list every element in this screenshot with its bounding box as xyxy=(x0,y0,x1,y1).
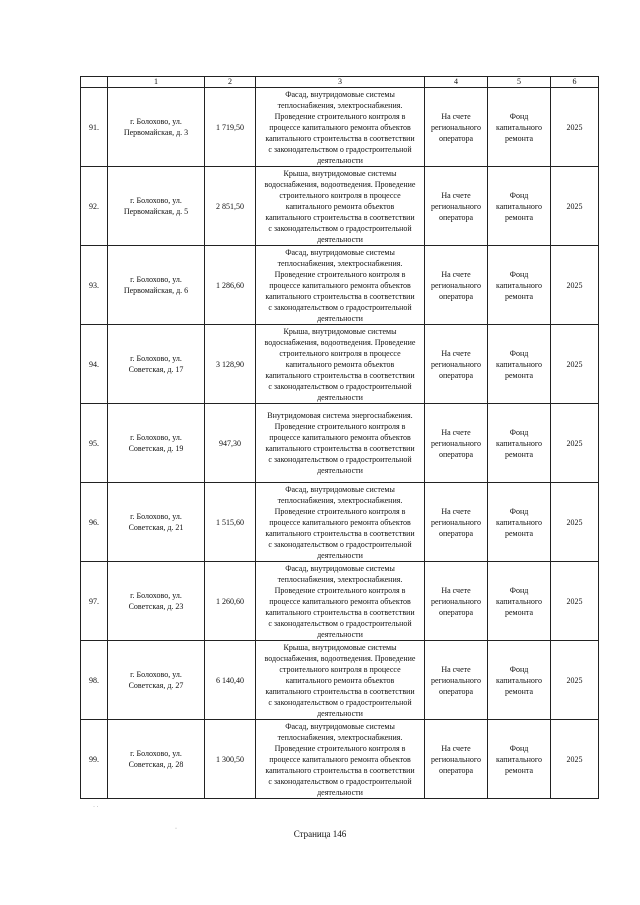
account-cell-line: регионального xyxy=(430,359,482,369)
work-description-cell-line: с законодательством о градостроительной xyxy=(268,144,412,154)
work-description-cell xyxy=(256,404,425,483)
address-cell-line: Советская, д. 27 xyxy=(128,681,184,690)
address-cell-line: г. Болохово, ул. xyxy=(130,591,182,600)
address-cell xyxy=(108,641,205,720)
header-cell: 5 xyxy=(488,77,551,88)
address-cell-line: Советская, д. 21 xyxy=(128,523,184,532)
work-description-cell-line: Проведение строительного контроля в xyxy=(274,422,406,431)
account-cell-line: На счете xyxy=(441,427,471,437)
row-number: 95. xyxy=(81,404,108,483)
header-cell: 2 xyxy=(205,77,256,88)
work-description-cell-line: Проведение строительного контроля в xyxy=(274,743,406,753)
year-cell: 2025 xyxy=(551,325,599,404)
table-row xyxy=(81,641,599,720)
row-number: 96. xyxy=(81,483,108,562)
header-cell: 1 xyxy=(108,77,205,88)
work-description-cell xyxy=(256,167,425,246)
work-description-cell-line: водоснабжения, водоотведения. Проведение xyxy=(264,653,416,663)
work-description-cell-line: с законодательством о градостроительной xyxy=(268,381,412,391)
address-cell-line: г. Болохово, ул. xyxy=(130,670,182,679)
funding-source-cell-line: капитального xyxy=(496,754,542,764)
work-description-cell-line: водоснабжения, водоотведения. Проведение xyxy=(264,337,416,347)
cost-cell: 1 286,60 xyxy=(205,246,256,325)
year-cell: 2025 xyxy=(551,562,599,641)
account-cell xyxy=(425,720,488,799)
work-description-cell-line: деятельности xyxy=(317,234,363,244)
funding-source-cell-line: ремонта xyxy=(504,212,534,222)
funding-source-cell-line: ремонта xyxy=(504,133,534,143)
work-description-cell-line: Проведение строительного контроля в xyxy=(274,269,406,279)
account-cell-line: На счете xyxy=(441,743,471,753)
funding-source-cell-line: капитального xyxy=(496,122,542,132)
address-cell xyxy=(108,483,205,562)
funding-source-cell-line: капитального xyxy=(496,201,542,211)
work-description-cell-line: процессе капитального ремонта объектов xyxy=(269,754,411,764)
account-cell-line: На счете xyxy=(441,269,471,279)
work-description-cell-line: процессе капитального ремонта объектов xyxy=(269,596,411,606)
work-description-cell-line: Фасад, внутридомовые системы xyxy=(285,247,395,257)
work-description-cell xyxy=(256,88,425,167)
funding-source-cell xyxy=(488,325,551,404)
funding-source-cell xyxy=(488,88,551,167)
account-cell-line: оператора xyxy=(438,291,474,301)
work-description-cell-line: с законодательством о градостроительной xyxy=(268,618,412,628)
account-cell-line: На счете xyxy=(441,111,471,121)
account-cell-line: оператора xyxy=(438,133,474,143)
address-cell-line: Советская, д. 28 xyxy=(128,760,184,769)
work-description-cell-line: процессе капитального ремонта объектов xyxy=(269,280,411,290)
work-description-cell-line: Проведение строительного контроля в xyxy=(274,111,406,121)
work-description-cell-line: капитального строительства в соответствии xyxy=(265,528,415,538)
table-row xyxy=(81,562,599,641)
funding-source-cell-line: Фонд xyxy=(509,427,529,437)
funding-source-cell-line: капитального xyxy=(496,280,542,290)
account-cell-line: На счете xyxy=(441,664,471,674)
work-description-cell-line: капитального строительства в соответствии xyxy=(265,212,415,222)
work-description-cell-line: с законодательством о градостроительной xyxy=(268,302,412,312)
work-description-cell-line: водоснабжения, водоотведения. Проведение xyxy=(264,179,416,189)
account-cell xyxy=(425,325,488,404)
work-description-cell-line: капитального ремонта объектов xyxy=(285,359,395,369)
address-cell-line: Первомайская, д. 3 xyxy=(123,128,189,137)
account-cell-line: оператора xyxy=(438,212,474,222)
account-cell xyxy=(425,404,488,483)
funding-source-cell-line: ремонта xyxy=(504,370,534,380)
year-cell: 2025 xyxy=(551,720,599,799)
account-cell xyxy=(425,641,488,720)
address-cell-line: г. Болохово, ул. xyxy=(130,117,182,126)
address-cell-line: Советская, д. 19 xyxy=(128,444,184,453)
account-cell-line: регионального xyxy=(430,280,482,290)
work-description-cell-line: капитального строительства в соответствии xyxy=(265,370,415,380)
funding-source-cell xyxy=(488,562,551,641)
funding-source-cell-line: ремонта xyxy=(504,291,534,301)
account-cell-line: регионального xyxy=(430,596,482,606)
year-cell: 2025 xyxy=(551,88,599,167)
year-cell: 2025 xyxy=(551,641,599,720)
funding-source-cell-line: Фонд xyxy=(509,269,529,279)
account-cell-line: регионального xyxy=(430,122,482,132)
cost-cell: 947,30 xyxy=(205,404,256,483)
work-description-cell-line: капитального ремонта объектов xyxy=(285,675,395,685)
work-description-cell xyxy=(256,562,425,641)
work-description-cell xyxy=(256,641,425,720)
work-description-cell-line: процессе капитального ремонта объектов xyxy=(269,433,411,442)
funding-source-cell-line: ремонта xyxy=(504,686,534,696)
work-description-cell-line: капитального строительства в соответствии xyxy=(265,686,415,696)
work-description-cell xyxy=(256,720,425,799)
year-cell: 2025 xyxy=(551,483,599,562)
table-row xyxy=(81,325,599,404)
work-description-cell-line: с законодательством о градостроительной xyxy=(268,776,412,786)
work-description-cell-line: деятельности xyxy=(317,392,363,402)
funding-source-cell-line: Фонд xyxy=(509,348,529,358)
work-description-cell-line: строительного контроля в процессе xyxy=(279,348,401,358)
funding-source-cell-line: Фонд xyxy=(509,190,529,200)
work-description-cell-line: теплоснабжения, электроснабжения. xyxy=(277,574,403,584)
work-description-cell-line: процессе капитального ремонта объектов xyxy=(269,517,411,527)
address-cell xyxy=(108,325,205,404)
work-description-cell-line: капитального строительства в соответствии xyxy=(265,765,415,775)
work-description-cell xyxy=(256,483,425,562)
cost-cell: 2 851,50 xyxy=(205,167,256,246)
cost-cell: 1 719,50 xyxy=(205,88,256,167)
account-cell xyxy=(425,167,488,246)
work-description-cell-line: Фасад, внутридомовые системы xyxy=(285,484,395,494)
funding-source-cell-line: Фонд xyxy=(509,506,529,516)
account-cell-line: На счете xyxy=(441,585,471,595)
address-cell xyxy=(108,562,205,641)
cost-cell: 1 260,60 xyxy=(205,562,256,641)
funding-source-cell-line: ремонта xyxy=(504,607,534,617)
account-cell-line: На счете xyxy=(441,506,471,516)
cost-cell: 1 515,60 xyxy=(205,483,256,562)
funding-source-cell-line: капитального xyxy=(496,438,542,448)
header-cell: 3 xyxy=(256,77,425,88)
account-cell xyxy=(425,88,488,167)
account-cell xyxy=(425,246,488,325)
address-cell-line: г. Болохово, ул. xyxy=(130,749,182,758)
work-description-cell-line: процессе капитального ремонта объектов xyxy=(269,122,411,132)
funding-source-cell-line: ремонта xyxy=(504,449,534,459)
work-description-cell-line: деятельности xyxy=(317,550,363,560)
table-row xyxy=(81,720,599,799)
work-description-cell-line: с законодательством о градостроительной xyxy=(268,697,412,707)
account-cell-line: оператора xyxy=(438,449,474,459)
scan-speck: ˙ ˙ xyxy=(93,806,99,812)
funding-source-cell-line: ремонта xyxy=(504,528,534,538)
account-cell xyxy=(425,483,488,562)
funding-source-cell xyxy=(488,404,551,483)
work-description-cell-line: деятельности xyxy=(317,155,363,165)
funding-source-cell-line: ремонта xyxy=(504,765,534,775)
header-cell: 4 xyxy=(425,77,488,88)
address-cell-line: Первомайская, д. 5 xyxy=(123,207,189,216)
work-description-cell-line: капитального строительства в соответствии xyxy=(265,607,415,617)
work-description-cell-line: Проведение строительного контроля в xyxy=(274,506,406,516)
work-description-cell-line: теплоснабжения, электроснабжения. xyxy=(277,258,403,268)
address-cell-line: г. Болохово, ул. xyxy=(130,354,182,363)
work-description-cell-line: с законодательством о градостроительной xyxy=(268,455,412,464)
account-cell-line: На счете xyxy=(441,348,471,358)
row-number: 93. xyxy=(81,246,108,325)
address-cell xyxy=(108,720,205,799)
address-cell-line: Первомайская, д. 6 xyxy=(123,286,189,295)
address-cell xyxy=(108,246,205,325)
work-description-cell-line: теплоснабжения, электроснабжения. xyxy=(277,100,403,110)
row-number: 97. xyxy=(81,562,108,641)
account-cell-line: оператора xyxy=(438,686,474,696)
address-cell-line: г. Болохово, ул. xyxy=(130,433,182,442)
table-row xyxy=(81,404,599,483)
address-cell-line: г. Болохово, ул. xyxy=(130,196,182,205)
work-description-cell-line: деятельности xyxy=(317,787,363,797)
work-description-cell-line: капитального строительства в соответствии xyxy=(265,133,415,143)
funding-source-cell-line: капитального xyxy=(496,359,542,369)
work-description-cell-line: деятельности xyxy=(317,466,363,475)
funding-source-cell-line: Фонд xyxy=(509,111,529,121)
work-description-cell-line: с законодательством о градостроительной xyxy=(268,223,412,233)
year-cell: 2025 xyxy=(551,167,599,246)
table-row xyxy=(81,167,599,246)
row-number: 92. xyxy=(81,167,108,246)
cost-cell: 1 300,50 xyxy=(205,720,256,799)
row-number: 94. xyxy=(81,325,108,404)
row-number: 91. xyxy=(81,88,108,167)
funding-source-cell-line: Фонд xyxy=(509,664,529,674)
cost-cell: 3 128,90 xyxy=(205,325,256,404)
work-description-cell-line: Крыша, внутридомовые системы xyxy=(283,168,397,178)
address-cell xyxy=(108,404,205,483)
work-description-cell-line: капитального строительства в соответствии xyxy=(265,444,415,453)
row-number: 98. xyxy=(81,641,108,720)
account-cell-line: На счете xyxy=(441,190,471,200)
work-description-cell-line: капитального строительства в соответствии xyxy=(265,291,415,301)
account-cell-line: оператора xyxy=(438,765,474,775)
work-description-cell-line: теплоснабжения, электроснабжения. xyxy=(277,732,403,742)
work-description-cell-line: Крыша, внутридомовые системы xyxy=(283,642,397,652)
scan-speck: · xyxy=(175,826,177,832)
work-description-cell-line: строительного контроля в процессе xyxy=(279,190,401,200)
work-description-cell-line: деятельности xyxy=(317,313,363,323)
table-row xyxy=(81,483,599,562)
account-cell-line: регионального xyxy=(430,201,482,211)
account-cell xyxy=(425,562,488,641)
account-cell-line: регионального xyxy=(430,438,482,448)
account-cell-line: регионального xyxy=(430,675,482,685)
funding-source-cell-line: капитального xyxy=(496,675,542,685)
header-cell-blank xyxy=(81,77,108,88)
address-cell-line: г. Болохово, ул. xyxy=(130,512,182,521)
funding-source-cell xyxy=(488,246,551,325)
year-cell: 2025 xyxy=(551,404,599,483)
work-description-cell-line: теплоснабжения, электроснабжения. xyxy=(277,495,403,505)
work-description-cell-line: с законодательством о градостроительной xyxy=(268,539,412,549)
account-cell-line: оператора xyxy=(438,528,474,538)
work-description-cell-line: Фасад, внутридомовые системы xyxy=(285,563,395,573)
table-row xyxy=(81,88,599,167)
address-cell xyxy=(108,167,205,246)
work-description-cell-line: Фасад, внутридомовые системы xyxy=(285,721,395,731)
year-cell: 2025 xyxy=(551,246,599,325)
work-description-cell xyxy=(256,325,425,404)
work-description-cell-line: строительного контроля в процессе xyxy=(279,664,401,674)
account-cell-line: оператора xyxy=(438,370,474,380)
account-cell-line: регионального xyxy=(430,517,482,527)
cost-cell: 6 140,40 xyxy=(205,641,256,720)
funding-source-cell xyxy=(488,641,551,720)
work-description-cell-line: деятельности xyxy=(317,629,363,639)
row-number: 99. xyxy=(81,720,108,799)
funding-source-cell-line: капитального xyxy=(496,517,542,527)
address-cell xyxy=(108,88,205,167)
work-description-cell-line: деятельности xyxy=(317,708,363,718)
account-cell-line: регионального xyxy=(430,754,482,764)
table-row xyxy=(81,246,599,325)
address-cell-line: Советская, д. 17 xyxy=(128,365,184,374)
funding-source-cell-line: Фонд xyxy=(509,585,529,595)
page-number: Страница 146 xyxy=(293,829,347,839)
work-description-cell-line: Внутридомовая система энергоснабжения. xyxy=(267,411,413,420)
work-description-cell xyxy=(256,246,425,325)
work-description-cell-line: Фасад, внутридомовые системы xyxy=(285,89,395,99)
program-table xyxy=(80,76,599,799)
work-description-cell-line: Проведение строительного контроля в xyxy=(274,585,406,595)
funding-source-cell-line: Фонд xyxy=(509,743,529,753)
work-description-cell-line: капитального ремонта объектов xyxy=(285,201,395,211)
funding-source-cell xyxy=(488,167,551,246)
address-cell-line: г. Болохово, ул. xyxy=(130,275,182,284)
work-description-cell-line: Крыша, внутридомовые системы xyxy=(283,326,397,336)
column-number-row xyxy=(81,77,599,88)
header-cell: 6 xyxy=(551,77,599,88)
funding-source-cell xyxy=(488,720,551,799)
account-cell-line: оператора xyxy=(438,607,474,617)
funding-source-cell-line: капитального xyxy=(496,596,542,606)
funding-source-cell xyxy=(488,483,551,562)
address-cell-line: Советская, д. 23 xyxy=(128,602,184,611)
